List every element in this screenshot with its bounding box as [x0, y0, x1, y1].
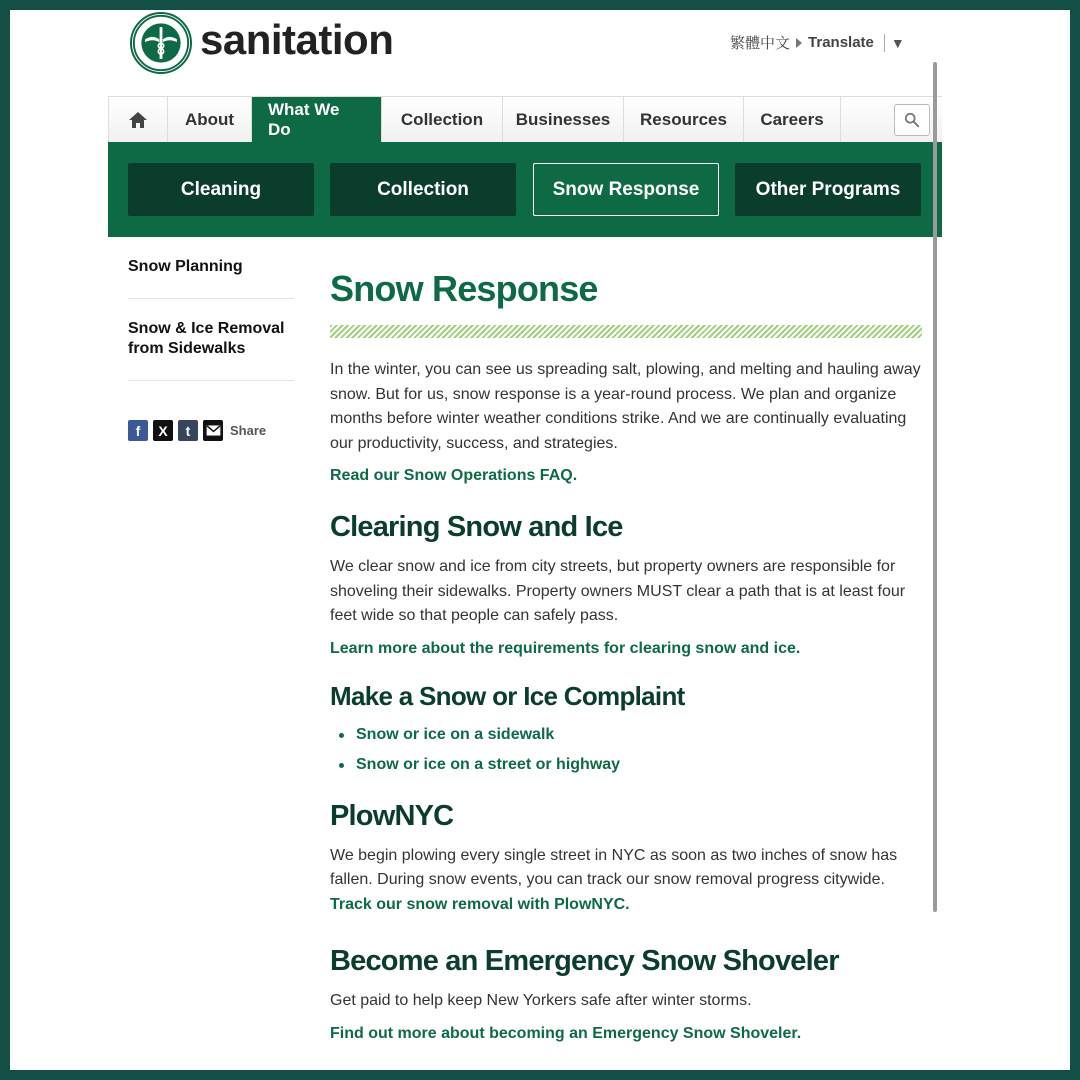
nav-item-resources[interactable]: Resources	[624, 97, 744, 142]
page	[10, 10, 1070, 1070]
subnav-cleaning[interactable]: Cleaning	[128, 163, 314, 216]
list-item	[330, 720, 922, 750]
list-item	[330, 750, 922, 780]
plownyc-track-link[interactable]: Track our snow removal with PlowNYC.	[330, 895, 630, 913]
complaint-street-link[interactable]: Snow or ice on a street or highway	[356, 755, 621, 773]
title-underline-decoration	[330, 325, 922, 338]
envelope-icon	[206, 425, 221, 436]
nav-item-businesses[interactable]: Businesses	[503, 97, 624, 142]
translate-link[interactable]: Translate	[808, 34, 874, 51]
plownyc-text: We begin plowing every single street in NYC as soon as two inches of snow has fallen. During snow events, you can track our snow removal progress citywide.	[330, 846, 898, 888]
search-button[interactable]	[894, 104, 930, 136]
main-content	[330, 268, 922, 1043]
caret-right-icon	[796, 38, 802, 48]
shoveler-paragraph: Get paid to help keep New Yorkers safe after winter storms.	[330, 992, 752, 1009]
divider	[884, 34, 885, 52]
email-icon[interactable]	[203, 420, 223, 441]
nav-item-what-we-do[interactable]: What We Do	[252, 97, 382, 142]
subnav-snow-response[interactable]: Snow Response	[533, 163, 719, 216]
sidebar-item-snow-ice-removal[interactable]: Snow & Ice Removal from Sidewalks	[128, 299, 294, 381]
translate-dropdown-icon[interactable]: ▼	[890, 34, 905, 51]
nav-item-about[interactable]: About	[168, 97, 252, 142]
seal-icon	[132, 14, 190, 72]
complaint-heading: Make a Snow or Ice Complaint	[330, 680, 685, 711]
plownyc-paragraph	[330, 844, 922, 918]
facebook-icon[interactable]: f	[128, 420, 148, 441]
complaint-sidewalk-link[interactable]: Snow or ice on a sidewalk	[356, 725, 555, 743]
main-navigation	[108, 96, 942, 142]
intro-paragraph: In the winter, you can see us spreading salt, plowing, and melting and hauling away snow. But for us, snow response is a year-round process. We plan and organize months before winter weather conditions strike. And we are continually evaluating our productivity, success, and strategies.	[330, 361, 921, 452]
search-icon	[904, 112, 920, 128]
section-subnav	[108, 142, 942, 237]
vertical-scrollbar[interactable]	[933, 62, 937, 912]
sidebar-item-snow-planning[interactable]: Snow Planning	[128, 237, 294, 299]
subnav-collection[interactable]: Collection	[330, 163, 516, 216]
dsny-seal-logo[interactable]	[130, 12, 192, 74]
shoveler-info-link[interactable]: Find out more about becoming an Emergency Snow Shoveler.	[330, 1024, 802, 1042]
tumblr-icon[interactable]: t	[178, 420, 198, 441]
shoveler-heading: Become an Emergency Snow Shoveler	[330, 945, 839, 977]
home-icon	[128, 110, 148, 130]
language-chinese-link[interactable]: 繁體中文	[730, 35, 791, 52]
nav-item-collection[interactable]: Collection	[382, 97, 503, 142]
clearing-requirements-link[interactable]: Learn more about the requirements for clearing snow and ice.	[330, 639, 801, 657]
clearing-paragraph: We clear snow and ice from city streets, but property owners are responsible for shoveling their sidewalks. Property owners MUST clear a path that is at least four feet wide so that people can safely pass.	[330, 558, 906, 624]
nav-item-careers[interactable]: Careers	[744, 97, 841, 142]
site-header	[10, 10, 1070, 96]
share-bar	[128, 420, 266, 441]
sidebar	[128, 237, 294, 381]
share-label[interactable]: Share	[230, 423, 267, 438]
home-button[interactable]	[108, 97, 168, 142]
page-title: Snow Response	[330, 268, 598, 309]
subnav-other-programs[interactable]: Other Programs	[735, 163, 921, 216]
language-bar	[730, 32, 905, 53]
complaint-list	[330, 720, 922, 780]
site-logo-text[interactable]: sanitation	[200, 16, 394, 63]
plownyc-heading: PlowNYC	[330, 799, 454, 832]
snow-faq-link[interactable]: Read our Snow Operations FAQ.	[330, 467, 578, 484]
x-twitter-icon[interactable]: X	[153, 420, 173, 441]
clearing-heading: Clearing Snow and Ice	[330, 511, 623, 543]
